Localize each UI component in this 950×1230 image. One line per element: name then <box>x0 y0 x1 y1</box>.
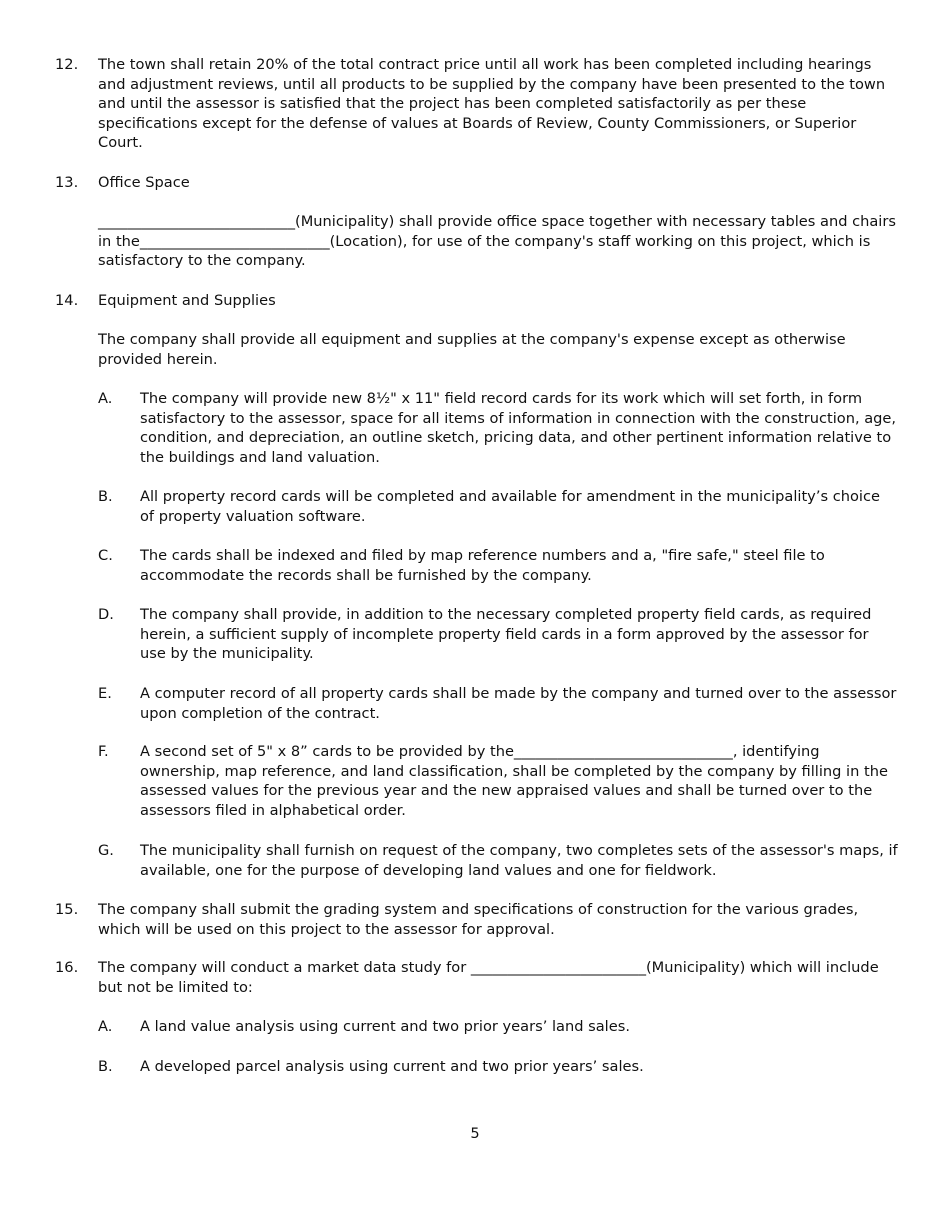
item-heading: Equipment and Supplies <box>98 292 276 309</box>
sub-item-text: The municipality shall furnish on request of the company, two completes sets of the assessor's maps, if available, one for the purpose of developing land values and one for fieldwork. <box>140 842 898 879</box>
sub-item-16a <box>98 1017 898 1037</box>
sub-item-letter: B. <box>98 1058 113 1075</box>
sub-item-text: All property record cards will be completed and available for amendment in the municipality’s choice of property valuation software. <box>140 488 880 525</box>
sub-item-14b <box>98 487 898 526</box>
sub-item-letter: B. <box>98 488 113 505</box>
item-number: 13. <box>55 174 79 191</box>
sub-item-letter: A. <box>98 390 113 407</box>
sub-item-letter: D. <box>98 606 114 623</box>
sub-item-letter: E. <box>98 685 112 702</box>
list-item-16 <box>55 958 897 997</box>
sub-item-text: The company shall provide, in addition to the necessary completed property field cards, as required herein, a sufficient supply of incomplete property field cards in a form approved by the assessor for use by the municipality. <box>140 606 872 663</box>
item-text: The company will conduct a market data study for ________________________(Municipality) which will include but not be limited to: <box>98 959 879 996</box>
sub-item-text: A computer record of all property cards shall be made by the company and turned over to the assessor upon completion of the contract. <box>140 685 897 722</box>
item-number: 14. <box>55 292 79 309</box>
sub-item-letter: F. <box>98 743 109 760</box>
sub-item-letter: C. <box>98 547 113 564</box>
page-number: 5 <box>470 1125 480 1142</box>
sub-item-14d <box>98 605 898 664</box>
sub-item-text: A land value analysis using current and two prior years’ land sales. <box>140 1018 630 1035</box>
item-14-body: The company shall provide all equipment and supplies at the company's expense except as otherwise provided herein. <box>98 331 846 368</box>
sub-item-14g <box>98 841 898 880</box>
sub-item-14f <box>98 742 898 820</box>
sub-item-letter: G. <box>98 842 114 859</box>
item-text: The town shall retain 20% of the total contract price until all work has been completed including hearings and adjustment reviews, until all products to be supplied by the company have been presented to the town and until the assessor is satisfied that the project has been completed satisfactorily as per these specifications except for the defense of values at Boards of Review, County Commissioners, or Superior Court. <box>98 56 886 152</box>
sub-item-text: The company will provide new 8½" x 11" field record cards for its work which will set forth, in form satisfactory to the assessor, space for all items of information in connection with the construction, age, condition, and depreciation, an outline sketch, pricing data, and other pertinent information relative to the buildings and land valuation. <box>140 390 897 466</box>
sub-item-16b <box>98 1057 898 1077</box>
sub-item-text: The cards shall be indexed and filed by map reference numbers and a, "fire safe," steel file to accommodate the records shall be furnished by the company. <box>140 547 825 584</box>
list-item-14 <box>55 291 897 311</box>
sub-item-text: A second set of 5" x 8” cards to be provided by the______________________________, identifying ownership, map reference, and land classification, shall be completed by the company by filling in the assessed values for the previous year and the new appraised values and shall be turned over to the assessors filed in alphabetical order. <box>140 743 888 819</box>
sub-item-text: A developed parcel analysis using current and two prior years’ sales. <box>140 1058 644 1075</box>
sub-item-letter: A. <box>98 1018 113 1035</box>
sub-item-14c <box>98 546 898 585</box>
list-item-12 <box>55 55 897 153</box>
sub-item-14e <box>98 684 898 723</box>
item-number: 16. <box>55 959 79 976</box>
item-number: 15. <box>55 901 79 918</box>
sub-item-14a <box>98 389 898 467</box>
item-number: 12. <box>55 56 79 73</box>
item-13-body: ___________________________(Municipality) shall provide office space together with necessary tables and chairs in the__________________________(Location), for use of the company's staff working on this project, which is satisfactory to the company. <box>98 213 896 270</box>
list-item-15 <box>55 900 897 939</box>
list-item-13 <box>55 173 897 193</box>
item-text: The company shall submit the grading system and specifications of construction for the various grades, which will be used on this project to the assessor for approval. <box>98 901 859 938</box>
item-heading: Office Space <box>98 174 190 191</box>
